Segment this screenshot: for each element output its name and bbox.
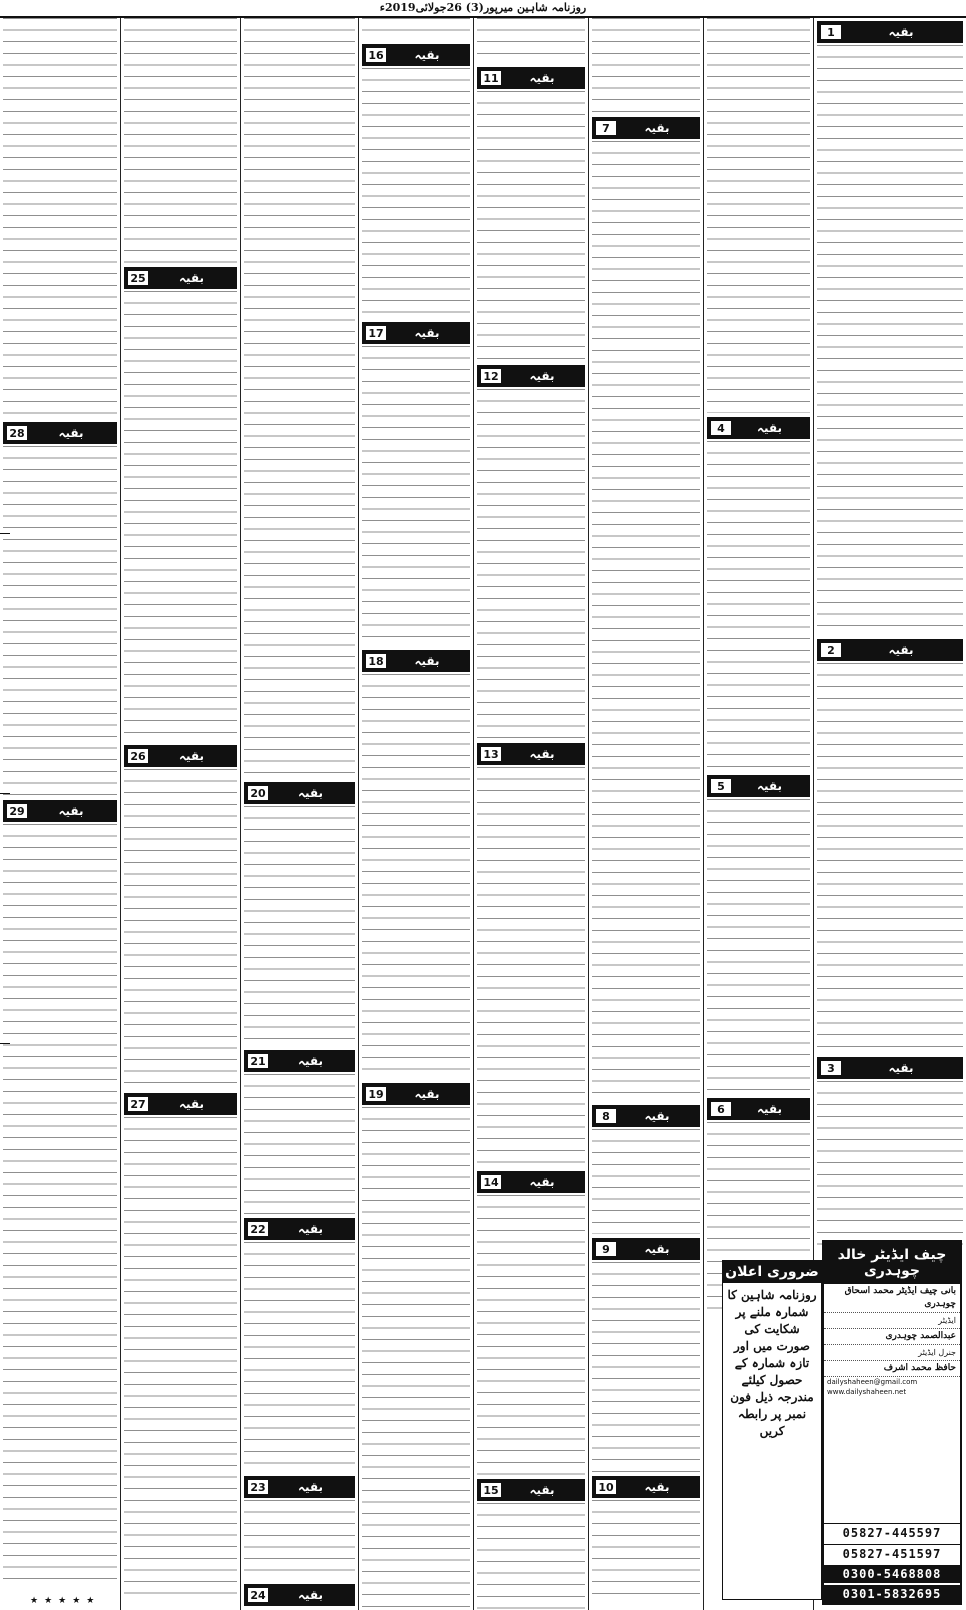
important-notice-ad: [722, 1260, 822, 1600]
column-6: [240, 18, 358, 1610]
email-address: dailyshaheen@gmail.com: [827, 1378, 918, 1386]
continuation-badge: بقیہ 11: [477, 67, 585, 89]
column-4: [473, 18, 588, 1610]
column-7: [120, 18, 240, 1610]
continuation-badge: بقیہ 17: [362, 322, 470, 344]
continuation-badge: بقیہ 19: [362, 1083, 470, 1105]
continuation-badge: بقیہ 10: [592, 1476, 700, 1498]
continuation-badge: بقیہ 12: [477, 365, 585, 387]
continuation-badge: بقیہ 5: [707, 775, 810, 797]
continuation-badge: بقیہ 21: [244, 1050, 355, 1072]
editor-label: ایڈیٹر: [824, 1313, 960, 1329]
phone-2: 05827-451597: [824, 1544, 960, 1563]
continuation-badge: بقیہ 18: [362, 650, 470, 672]
notice-body: روزنامہ شاہین کا شمارہ ملنے پر شکایت کی صورت میں اور تازہ شمارہ کے حصول کیلئے مندرجہ ذیل فون نمبر پر رابطہ کریں: [727, 1288, 817, 1438]
general-editor-name: حافظ محمد اشرف: [824, 1361, 960, 1377]
notice-title: ضروری اعلان: [723, 1261, 821, 1283]
masthead-title: روزنامہ شاہین میرپور(3) 26جولائی2019ء: [379, 1, 587, 14]
editorial-info-box: [822, 1240, 962, 1605]
decorative-stars: ★★★★★: [30, 1596, 101, 1606]
continuation-badge: بقیہ 9: [592, 1238, 700, 1260]
continuation-badge: بقیہ 4: [707, 417, 810, 439]
continuation-badge: بقیہ 13: [477, 743, 585, 765]
masthead: [0, 0, 966, 18]
founder-line: بانی چیف ایڈیٹر محمد اسحاق چوہدری: [824, 1284, 960, 1313]
fold-mark: [0, 1043, 10, 1044]
fold-mark: [0, 533, 10, 534]
continuation-badge: بقیہ 6: [707, 1098, 810, 1120]
phone-numbers: [824, 1521, 960, 1603]
continuation-badge: بقیہ 3: [817, 1057, 963, 1079]
website-address: www.dailyshaheen.net: [827, 1388, 907, 1396]
continuation-badge: بقیہ 16: [362, 44, 470, 66]
continuation-badge: بقیہ 7: [592, 117, 700, 139]
chief-editor-heading: چیف ایڈیٹر خالد چوہدری: [824, 1242, 960, 1284]
editor-name: عبدالصمد چوہدری: [824, 1329, 960, 1345]
phone-3: 0300-5468808: [824, 1565, 960, 1583]
continuation-badge: بقیہ 24: [244, 1584, 355, 1606]
continuation-badge: بقیہ 27: [124, 1093, 237, 1115]
continuation-badge: بقیہ 23: [244, 1476, 355, 1498]
general-editor-label: جنرل ایڈیٹر: [824, 1345, 960, 1361]
continuation-badge: بقیہ 8: [592, 1105, 700, 1127]
continuation-badge: بقیہ 25: [124, 267, 237, 289]
column-5: [358, 18, 473, 1610]
continuation-badge: بقیہ 29: [3, 800, 117, 822]
continuation-badge: بقیہ 26: [124, 745, 237, 767]
continuation-badge: بقیہ 22: [244, 1218, 355, 1240]
column-8: [0, 18, 120, 1610]
continuation-badge: بقیہ 28: [3, 422, 117, 444]
continuation-badge: بقیہ 15: [477, 1479, 585, 1501]
phone-4: 0301-5832695: [824, 1585, 960, 1603]
continuation-badge: بقیہ 14: [477, 1171, 585, 1193]
column-3: [588, 18, 703, 1610]
phone-1: 05827-445597: [824, 1523, 960, 1542]
fold-mark: [0, 793, 10, 794]
continuation-badge: بقیہ 2: [817, 639, 963, 661]
continuation-badge: بقیہ 20: [244, 782, 355, 804]
continuation-badge: بقیہ 1: [817, 21, 963, 43]
